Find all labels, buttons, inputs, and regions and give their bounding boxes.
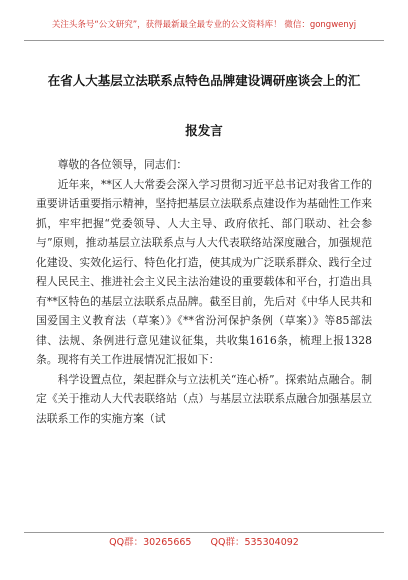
salutation: 尊敬的各位领导，同志们： (57, 158, 188, 171)
page-header-notice: 关注头条号“公文研究”，获得最新最全最专业的公文资料库！ 微信：gongwenyj (24, 10, 384, 41)
footer-qq-group-2: QQ群：535304092 (210, 537, 299, 548)
paragraph-section-1: 科学设置点位，架起群众与立法机关“连心桥”。探索站点融合。制定《关于推动人大代表联络站（点）与基层立法联系点融合加强基层立法联系工作的实施方案（试 (36, 372, 372, 425)
document-title-continued: 报发言 (185, 123, 223, 138)
footer-qq-group-1: QQ群：30265665 (109, 537, 192, 548)
paragraph-intro: 近年来，**区人大常委会深入学习贯彻习近平总书记对我省工作的重要讲话重要指示精神，坚持把基层立法联系点建设作为基础性工作来抓，牢牢把握“党委领导、人大主导、政府依托、部门联动、社会参与”原则，推动基层立法联系点与人大代表联络站深度融合，加强规范化建设、实效化运行、特色化打造，使其成为广泛联系群众、践行全过程人民民主、推进社会主义民主法治建设的重要载体和平台，打造出具有**区特色的基层立法联系点品牌。截至目前，先后对《中华人民共和国爱国主义教育法（草案）》《**省汾河保护条例（草案）》等85部法律、法规、条例进行意见建议征集，共收集1616条，梳理上报1328条。现将有关工作进展情况汇报如下： (36, 177, 372, 366)
document-title: 在省人大基层立法联系点特色品牌建设调研座谈会上的汇 (47, 73, 361, 88)
document-body (36, 155, 372, 428)
page-footer (24, 532, 384, 553)
